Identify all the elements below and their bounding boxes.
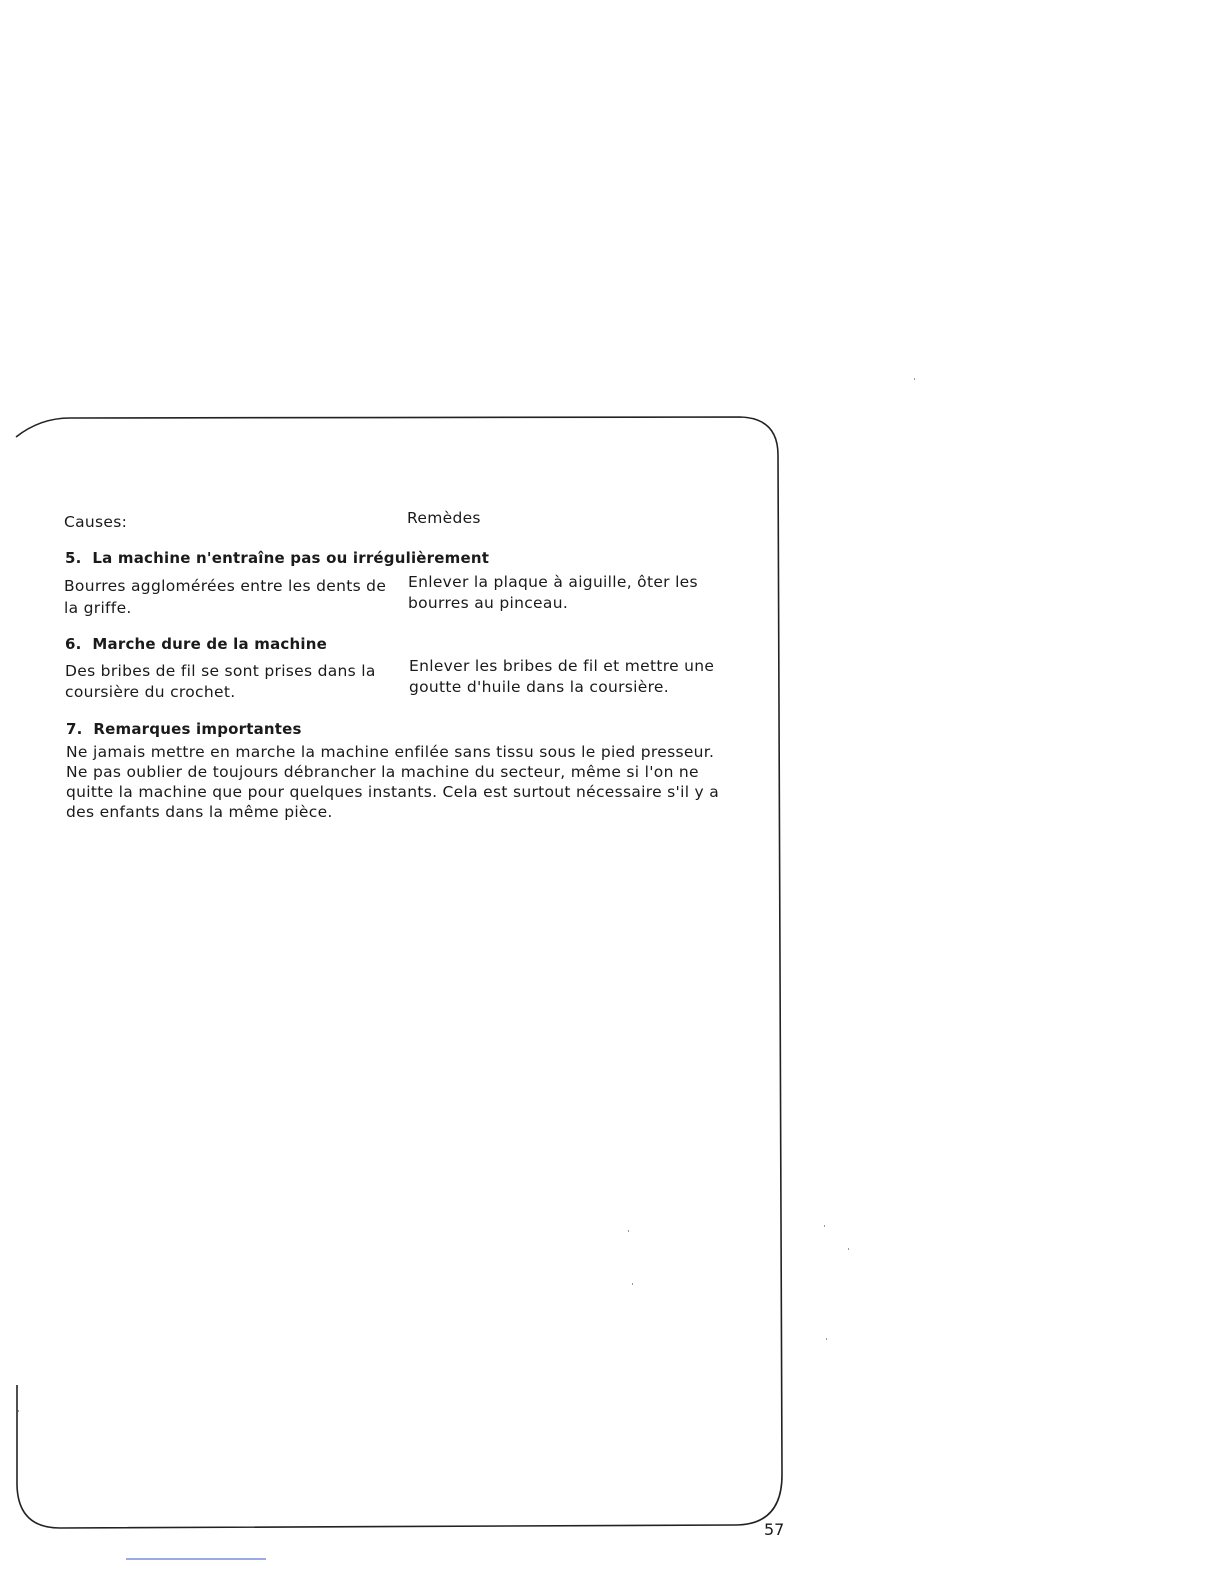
section-6-remedy-line-1: Enlever les bribes de fil et mettre une (409, 657, 715, 675)
remedies-column-label: Remèdes (407, 509, 481, 527)
scan-speck (824, 1225, 825, 1227)
section-7-body-line-1: Ne jamais mettre en marche la machine enfilée sans tissu sous le pied presseur. (66, 743, 715, 761)
scan-speck (628, 1230, 629, 1232)
section-6-heading (65, 634, 327, 654)
scan-speck (914, 378, 915, 380)
section-title: Marche dure de la machine (92, 635, 327, 653)
section-5-heading (65, 548, 489, 568)
section-6-cause-line-1: Des bribes de fil se sont prises dans la (65, 662, 376, 680)
section-7-body-line-4: des enfants dans la même pièce. (66, 803, 333, 821)
section-6-cause-line-2: coursière du crochet. (65, 683, 236, 701)
section-7-heading (66, 719, 302, 739)
scan-speck (632, 1283, 633, 1285)
section-5-cause-line-2: la griffe. (64, 599, 132, 617)
section-title: La machine n'entraîne pas ou irrégulièrement (92, 549, 490, 567)
section-number: 5. (65, 549, 82, 567)
scan-speck (848, 1248, 849, 1250)
section-7-body-line-3: quitte la machine que pour quelques instants. Cela est surtout nécessaire s'il y a (66, 783, 720, 801)
scan-speck (826, 1338, 827, 1340)
section-title: Remarques importantes (93, 720, 302, 738)
section-6-remedy-line-2: goutte d'huile dans la coursière. (409, 678, 669, 696)
section-5-remedy-line-1: Enlever la plaque à aiguille, ôter les (408, 573, 698, 591)
section-number: 6. (65, 635, 82, 653)
section-7-body-line-2: Ne pas oublier de toujours débrancher la machine du secteur, même si l'on ne (66, 763, 699, 781)
section-number: 7. (66, 720, 83, 738)
page-number: 57 (764, 1520, 785, 1539)
scan-speck (18, 1410, 19, 1412)
section-5-cause-line-1: Bourres agglomérées entre les dents de (64, 577, 387, 595)
section-5-remedy-line-2: bourres au pinceau. (408, 594, 569, 612)
causes-column-label: Causes: (64, 513, 128, 531)
